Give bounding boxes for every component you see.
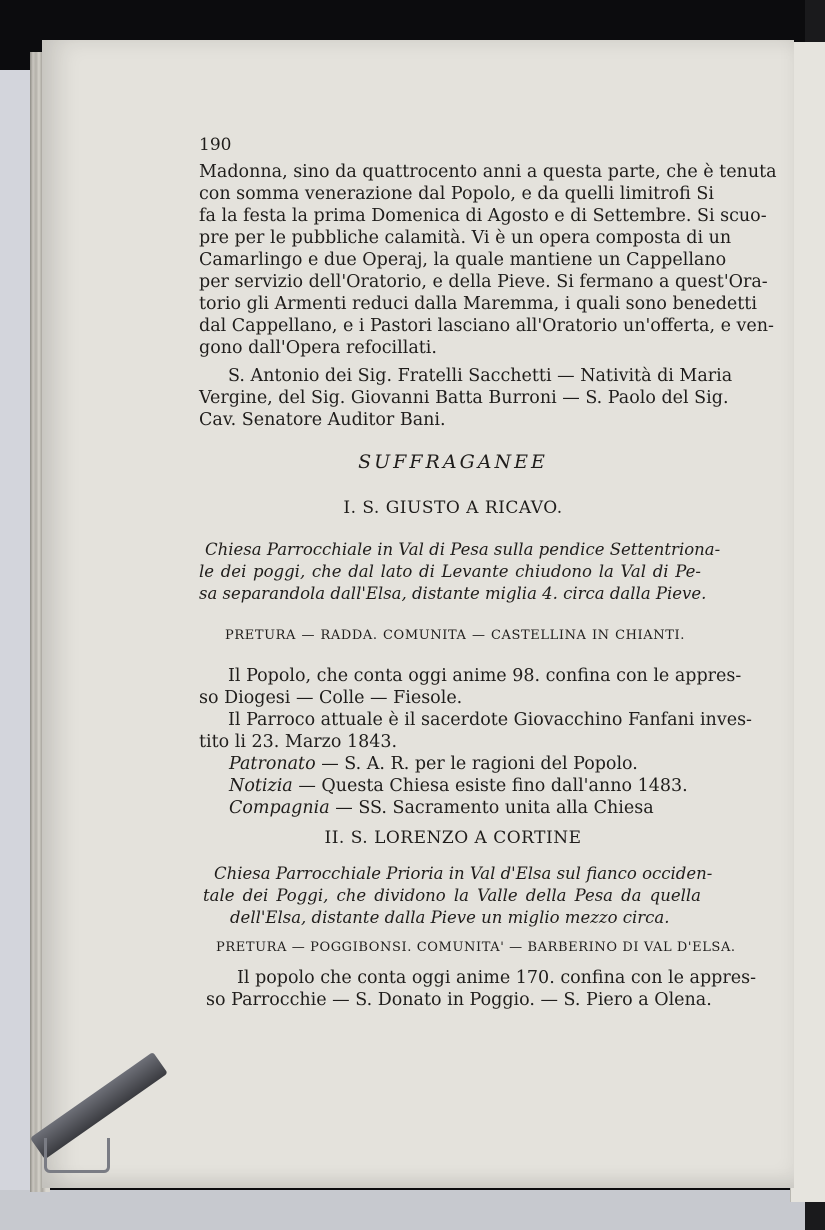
bookmark-ribbon-loop xyxy=(44,1138,110,1173)
paragraph-line: per servizio dell'Oratorio, e della Pieve. Si fermano a quest'Ora- xyxy=(199,272,768,292)
paragraph-line: dal Cappellano, e i Pastori lasciano all'Oratorio un'offerta, e ven- xyxy=(199,316,774,336)
paragraph-line: so Parrocchie — S. Donato in Poggio. — S. Piero a Olena. xyxy=(206,990,712,1010)
paragraph-line: S. Antonio dei Sig. Fratelli Sacchetti — Natività di Maria xyxy=(228,366,733,386)
patronato-line xyxy=(229,753,638,775)
paragraph-line: Il Parroco attuale è il sacerdote Giovacchino Fanfani inves- xyxy=(228,710,752,730)
notizia-label: Notizia xyxy=(229,776,293,796)
paragraph-line: fa la festa la prima Domenica di Agosto e di Settembre. Si scuo- xyxy=(199,206,767,226)
church-title: II. S. LORENZO A CORTINE xyxy=(324,828,582,848)
church-description-line: tale dei Poggi, che dividono la Valle della Pesa da quella xyxy=(203,886,701,905)
paragraph-line: gono dall'Opera refocillati. xyxy=(199,338,437,358)
paragraph-line: Camarlingo e due Operaj, la quale mantiene un Cappellano xyxy=(199,250,727,270)
paragraph-line: torio gli Armenti reduci dalla Maremma, i quali sono benedetti xyxy=(199,294,757,314)
paragraph-line: tito li 23. Marzo 1843. xyxy=(199,732,398,752)
patronato-text: — S. A. R. per le ragioni del Popolo. xyxy=(321,754,638,774)
paragraph-line: Il Popolo, che conta oggi anime 98. confina con le appres- xyxy=(228,666,742,686)
background-cloth-bottom xyxy=(0,1190,825,1230)
section-heading: SUFFRAGANEE xyxy=(358,451,548,473)
paragraph-line: so Diogesi — Colle — Fiesole. xyxy=(199,688,463,708)
page-number: 190 xyxy=(199,135,232,155)
paragraph-line: Vergine, del Sig. Giovanni Batta Burroni — S. Paolo del Sig. xyxy=(199,388,729,408)
facing-page-edge xyxy=(790,42,825,1202)
church-description-line: sa separandola dall'Elsa, distante miglia 4. circa dalla Pieve. xyxy=(199,584,707,603)
church-description-line: le dei poggi, che dal lato di Levante chiudono la Val di Pe- xyxy=(199,562,701,581)
church-description-line: dell'Elsa, distante dalla Pieve un miglio mezzo circa. xyxy=(230,908,670,927)
paragraph-line: pre per le pubbliche calamità. Vi è un opera composta di un xyxy=(199,228,732,248)
compagnia-label: Compagnia xyxy=(229,798,330,818)
admin-line: PRETURA — RADDA. COMUNITA — CASTELLINA IN CHIANTI. xyxy=(225,628,685,643)
paragraph-line: Madonna, sino da quattrocento anni a questa parte, che è tenuta xyxy=(199,162,777,182)
paragraph-line: Cav. Senatore Auditor Bani. xyxy=(199,410,446,430)
compagnia-text: — SS. Sacramento unita alla Chiesa xyxy=(335,798,654,818)
paragraph-line: con somma venerazione dal Popolo, e da quelli limitrofi Si xyxy=(199,184,714,204)
church-description-line: Chiesa Parrocchiale Prioria in Val d'Elsa sul fianco occiden- xyxy=(214,864,713,883)
notizia-line xyxy=(229,775,688,797)
paragraph-line: Il popolo che conta oggi anime 170. confina con le appres- xyxy=(237,968,757,988)
notizia-text: — Questa Chiesa esiste fino dall'anno 1483. xyxy=(298,776,688,796)
compagnia-line xyxy=(229,797,654,819)
admin-line: PRETURA — POGGIBONSI. COMUNITA' — BARBERINO DI VAL D'ELSA. xyxy=(216,940,736,955)
patronato-label: Patronato xyxy=(229,754,316,774)
church-title: I. S. GIUSTO A RICAVO. xyxy=(343,498,563,518)
church-description-line: Chiesa Parrocchiale in Val di Pesa sulla pendice Settentriona- xyxy=(205,540,721,559)
